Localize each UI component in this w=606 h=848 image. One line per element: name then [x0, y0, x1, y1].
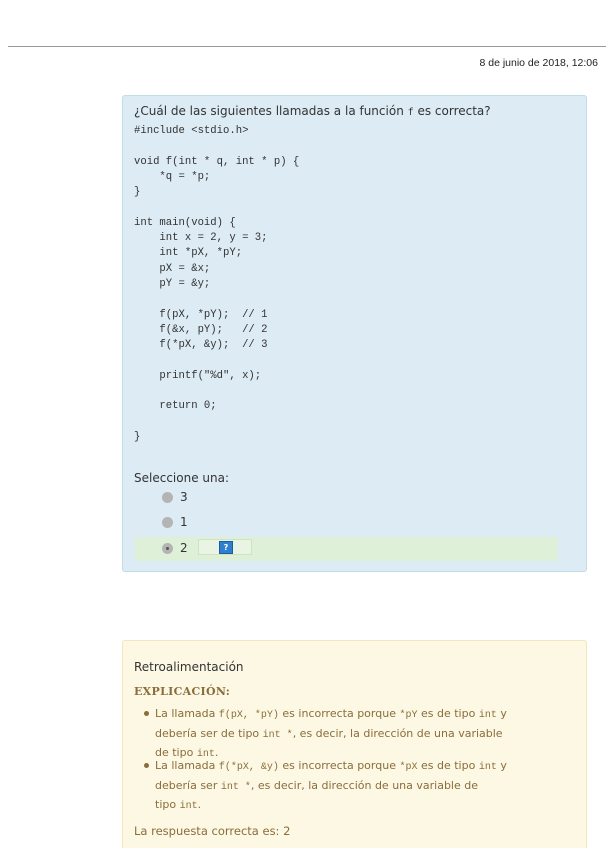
code-segment: *pX [399, 762, 418, 773]
answer-option-2-selected[interactable] [135, 537, 558, 561]
radio-button-selected[interactable] [162, 543, 173, 554]
code-segment: *pY [399, 710, 418, 721]
text-segment: La llamada [155, 759, 219, 772]
explanation-line [155, 777, 569, 797]
text-segment: es incorrecta porque [278, 759, 400, 772]
text-segment: . [197, 798, 202, 811]
text-segment: , es decir, la dirección de una variable de [250, 778, 478, 792]
question-text-part: es correcta? [413, 104, 491, 118]
question-text-part: ¿Cuál de las siguientes llamadas a la función [134, 104, 408, 118]
explanation-line [155, 796, 569, 816]
text-segment: es de tipo [417, 707, 479, 720]
text-segment: . [214, 746, 219, 759]
explanation-line [155, 725, 569, 745]
answer-option-label: 1 [180, 515, 188, 529]
explanation-heading: EXPLICACIÓN: [134, 685, 231, 698]
text-segment: es de tipo [417, 759, 479, 772]
code-segment: int [478, 762, 497, 773]
question-text [134, 104, 491, 118]
page-timestamp: 8 de junio de 2018, 12:06 [479, 57, 598, 69]
code-segment: int [478, 710, 497, 721]
explanation-line [155, 705, 569, 725]
question-mark-icon[interactable]: ? [219, 541, 233, 554]
feedback-panel [122, 640, 587, 848]
code-segment: f(*pX, &y) [218, 762, 279, 773]
code-segment: f(pX, *pY) [218, 710, 279, 721]
explanation-text [155, 705, 569, 764]
radio-dot [166, 547, 169, 550]
text-segment: debería ser [155, 778, 221, 792]
text-segment: , es decir, la dirección de una variable [292, 726, 503, 740]
code-snippet: #include <stdio.h> void f(int * q, int * p) { *q = *p; } int main(void) { int x = 2, y = 3; int *pX, *pY; pX = &x; pY = &y; f(pX, *pY); // 1 f(&x, pY); // 2 f(*pX, &y); // 3 printf("%d", x); return 0; } [134, 125, 300, 443]
answer-option-label: 3 [180, 490, 188, 504]
text-segment: es incorrecta porque [278, 707, 400, 720]
radio-button[interactable] [162, 492, 173, 503]
answer-option-label: 2 [180, 541, 188, 555]
code-segment: int * [262, 729, 293, 741]
help-field[interactable] [198, 539, 252, 555]
code-segment: int [196, 749, 215, 760]
correct-answer-text: La respuesta correcta es: 2 [134, 824, 291, 838]
text-segment: debería ser de tipo [155, 726, 263, 740]
code-segment: int * [220, 781, 251, 793]
text-segment: tipo [155, 798, 180, 811]
question-function-name: f [407, 107, 414, 118]
text-segment: y [496, 759, 507, 772]
select-one-label: Seleccione una: [134, 471, 229, 485]
feedback-title: Retroalimentación [134, 660, 244, 674]
code-segment: int [179, 801, 198, 812]
question-panel [122, 95, 587, 572]
text-segment: de tipo [155, 746, 197, 759]
bullet-icon [144, 763, 149, 768]
text-segment: La llamada [155, 707, 219, 720]
radio-button[interactable] [162, 517, 173, 528]
top-divider [8, 46, 606, 47]
text-segment: y [496, 707, 507, 720]
explanation-text [155, 757, 569, 816]
explanation-line [155, 757, 569, 777]
answer-option-1[interactable] [135, 511, 558, 535]
bullet-icon [144, 711, 149, 716]
answer-option-3[interactable] [135, 486, 558, 510]
